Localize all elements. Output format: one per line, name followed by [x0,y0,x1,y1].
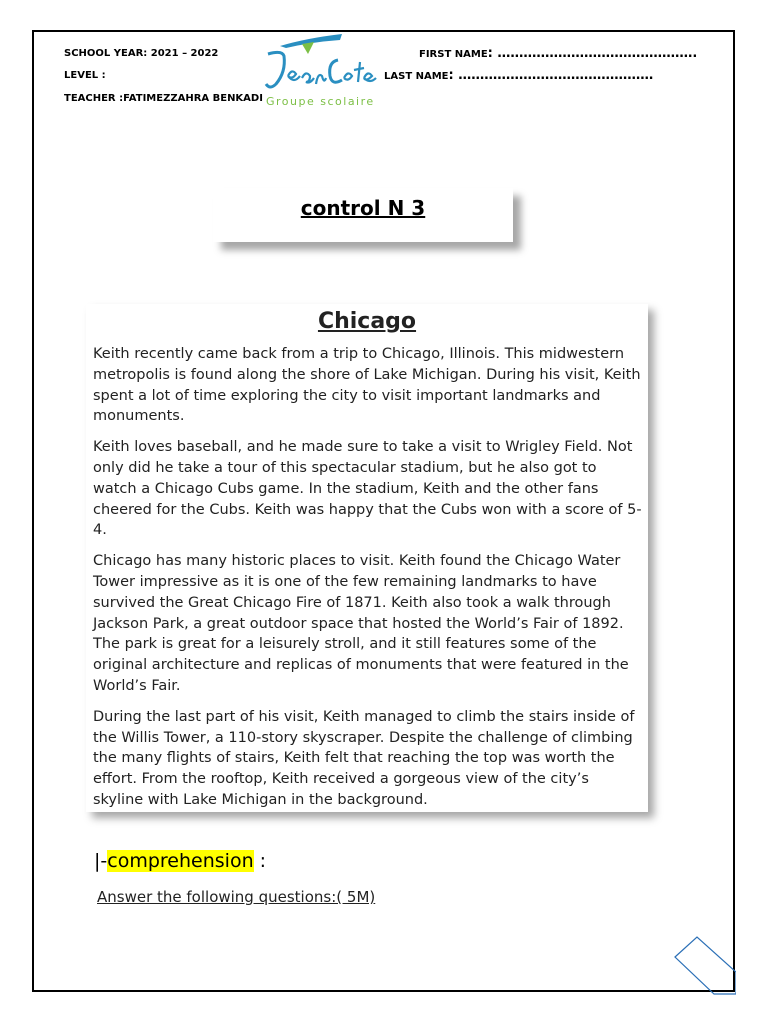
comprehension-label: comprehension [107,850,254,872]
page-title: control N 3 [300,196,426,220]
first-name-label: FIRST NAME [419,49,488,60]
story-paragraph: During the last part of his visit, Keith managed to climb the stairs inside of the Willis Tower, a 110-story skyscraper. Despite the challenge of climbing the many flights of stairs, Keith felt that reaching the top was worth the effort. From the rooftop, Keith received a gorgeous view of the city’s skyline with Lake Michigan in the background. [93,708,635,808]
last-name-label: LAST NAME [384,71,449,82]
first-name-dots: : ………………………………………. [487,46,698,61]
story-title: Chicago [317,309,417,334]
comprehension-prefix: |- [94,850,108,872]
story-paragraph: Chicago has many historic places to visit. Keith found the Chicago Water Tower impressive as it is one of the few remaining landmarks to have survived the Great Chicago Fire of 1871. Keith also took a walk through Jackson Park, a great outdoor space that hosted the World’s Fair of 1892. The park is great for a leisurely stroll, and it still features some of the original architecture and replicas of monuments that were featured in the World’s Fair. [93,553,629,694]
first-name-field [419,46,697,61]
logo-subtitle: Groupe scolaire [266,95,375,108]
level-label: LEVEL : [64,70,106,81]
story-box [86,304,648,812]
title-box [213,188,513,242]
school-year: SCHOOL YEAR: 2021 – 2022 [64,48,219,59]
teacher-name: TEACHER :FATIMEZZAHRA BENKADI [64,93,263,104]
story-paragraph: Keith recently came back from a trip to Chicago, Illinois. This midwestern metropolis is found along the shore of Lake Michigan. During his visit, Keith spent a lot of time exploring the city to visit important landmarks and monuments. [93,346,641,425]
last-name-field [384,68,653,83]
page-corner-icon [672,936,736,996]
story-paragraph: Keith loves baseball, and he made sure to take a visit to Wrigley Field. Not only did he take a tour of this spectacular stadium, but he also got to watch a Chicago Cubs game. In the stadium, Keith and the other fans cheered for the Cubs. Keith was happy that the Cubs won with a score of 5-4. [93,439,642,539]
questions-instruction: Answer the following questions:( 5M) [97,888,376,906]
last-name-dots: : ……………………………………… [448,68,654,83]
story-body [93,344,643,821]
comprehension-heading [94,850,266,872]
logo-icon [262,32,380,102]
comprehension-suffix: : [253,850,267,872]
